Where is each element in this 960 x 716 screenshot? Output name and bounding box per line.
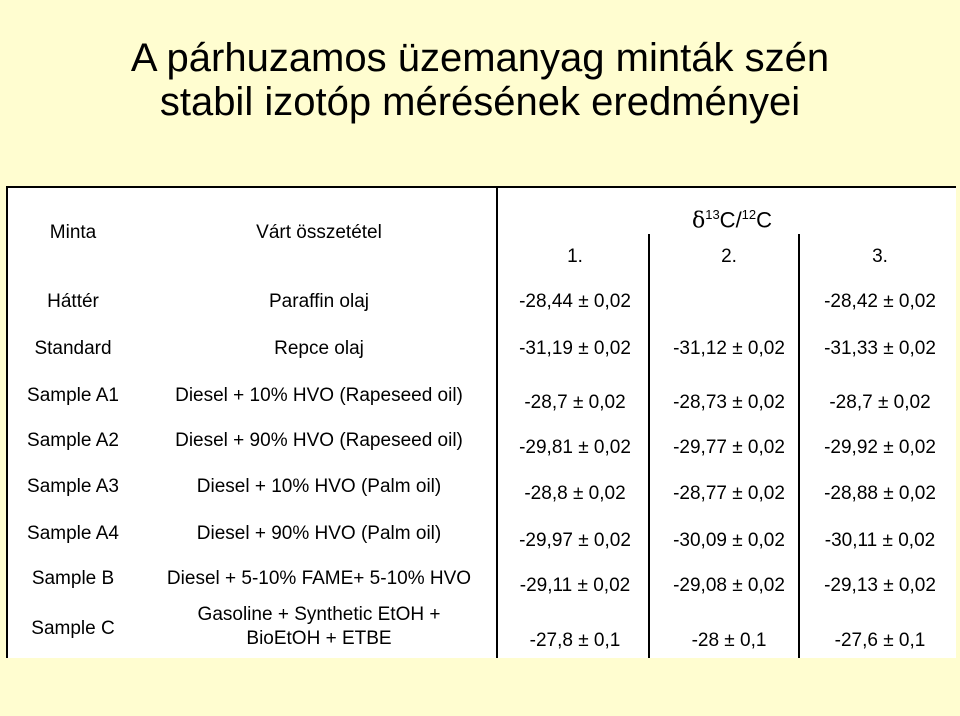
col-divider-1 [496,188,498,658]
header-isotope-ratio: $\delta^{13}C/^{12}C$ [691,207,773,234]
cell-value-3: -29,92 ± 0,02 [824,437,936,458]
cell-composition: Diesel + 10% HVO (Palm oil) [196,476,442,497]
cell-composition: Paraffin olaj [269,291,369,312]
cell-value-1: -28,7 ± 0,02 [524,392,626,413]
cell-value-1: -29,97 ± 0,02 [519,530,631,551]
cell-value-3: -27,6 ± 0,1 [834,630,926,651]
cell-value-3: -28,42 ± 0,02 [824,291,936,312]
cell-value-1: -29,81 ± 0,02 [519,437,631,458]
cell-composition: Gasoline + Synthetic EtOH + [197,604,441,625]
cell-sample: Standard [34,338,112,359]
results-table [6,186,956,658]
cell-value-2: -28,77 ± 0,02 [673,483,785,504]
cell-composition: Diesel + 90% HVO (Rapeseed oil) [175,430,463,451]
cell-value-2: -28,73 ± 0,02 [673,392,785,413]
cell-value-3: -28,7 ± 0,02 [829,392,931,413]
cell-value-3: -31,33 ± 0,02 [824,338,936,359]
cell-value-3: -28,88 ± 0,02 [824,483,936,504]
cell-sample: Sample B [31,568,115,589]
cell-value-2: -29,08 ± 0,02 [673,575,785,596]
cell-value-3: -29,13 ± 0,02 [824,575,936,596]
cell-composition: Diesel + 10% HVO (Rapeseed oil) [175,385,463,406]
col-divider-3 [798,234,800,658]
cell-value-2: -28 ± 0,1 [691,630,767,651]
cell-composition: Repce olaj [274,338,364,359]
cell-value-2: -31,12 ± 0,02 [673,338,785,359]
cell-value-2: -29,77 ± 0,02 [673,437,785,458]
cell-sample: Sample A4 [27,523,119,544]
cell-value-2: -30,09 ± 0,02 [673,530,785,551]
header-composition: Várt összetétel [256,222,382,243]
cell-value-1: -28,44 ± 0,02 [519,291,631,312]
title-line-1: A párhuzamos üzemanyag minták szén [130,36,830,80]
cell-sample: Sample A2 [27,430,119,451]
cell-sample: Háttér [47,291,99,312]
cell-composition: Diesel + 5-10% FAME+ 5-10% HVO [166,568,472,589]
cell-composition: BioEtOH + ETBE [246,628,392,649]
header-col-1: 1. [567,246,583,267]
cell-value-3: -30,11 ± 0,02 [824,530,936,551]
cell-value-1: -28,8 ± 0,02 [524,483,626,504]
cell-sample: Sample A1 [27,385,119,406]
cell-composition: Diesel + 90% HVO (Palm oil) [196,523,442,544]
cell-value-1: -29,11 ± 0,02 [519,575,631,596]
cell-sample: Sample C [31,618,115,639]
delta-symbol: δ [691,208,706,234]
cell-value-1: -27,8 ± 0,1 [529,630,621,651]
slide-title [0,36,960,124]
header-sample: Minta [49,222,97,243]
cell-value-1: -31,19 ± 0,02 [519,338,631,359]
col-divider-2 [648,234,650,658]
header-col-2: 2. [721,246,737,267]
header-col-3: 3. [872,246,888,267]
title-line-2: stabil izotóp mérésének eredményei [159,80,801,124]
cell-sample: Sample A3 [27,476,119,497]
